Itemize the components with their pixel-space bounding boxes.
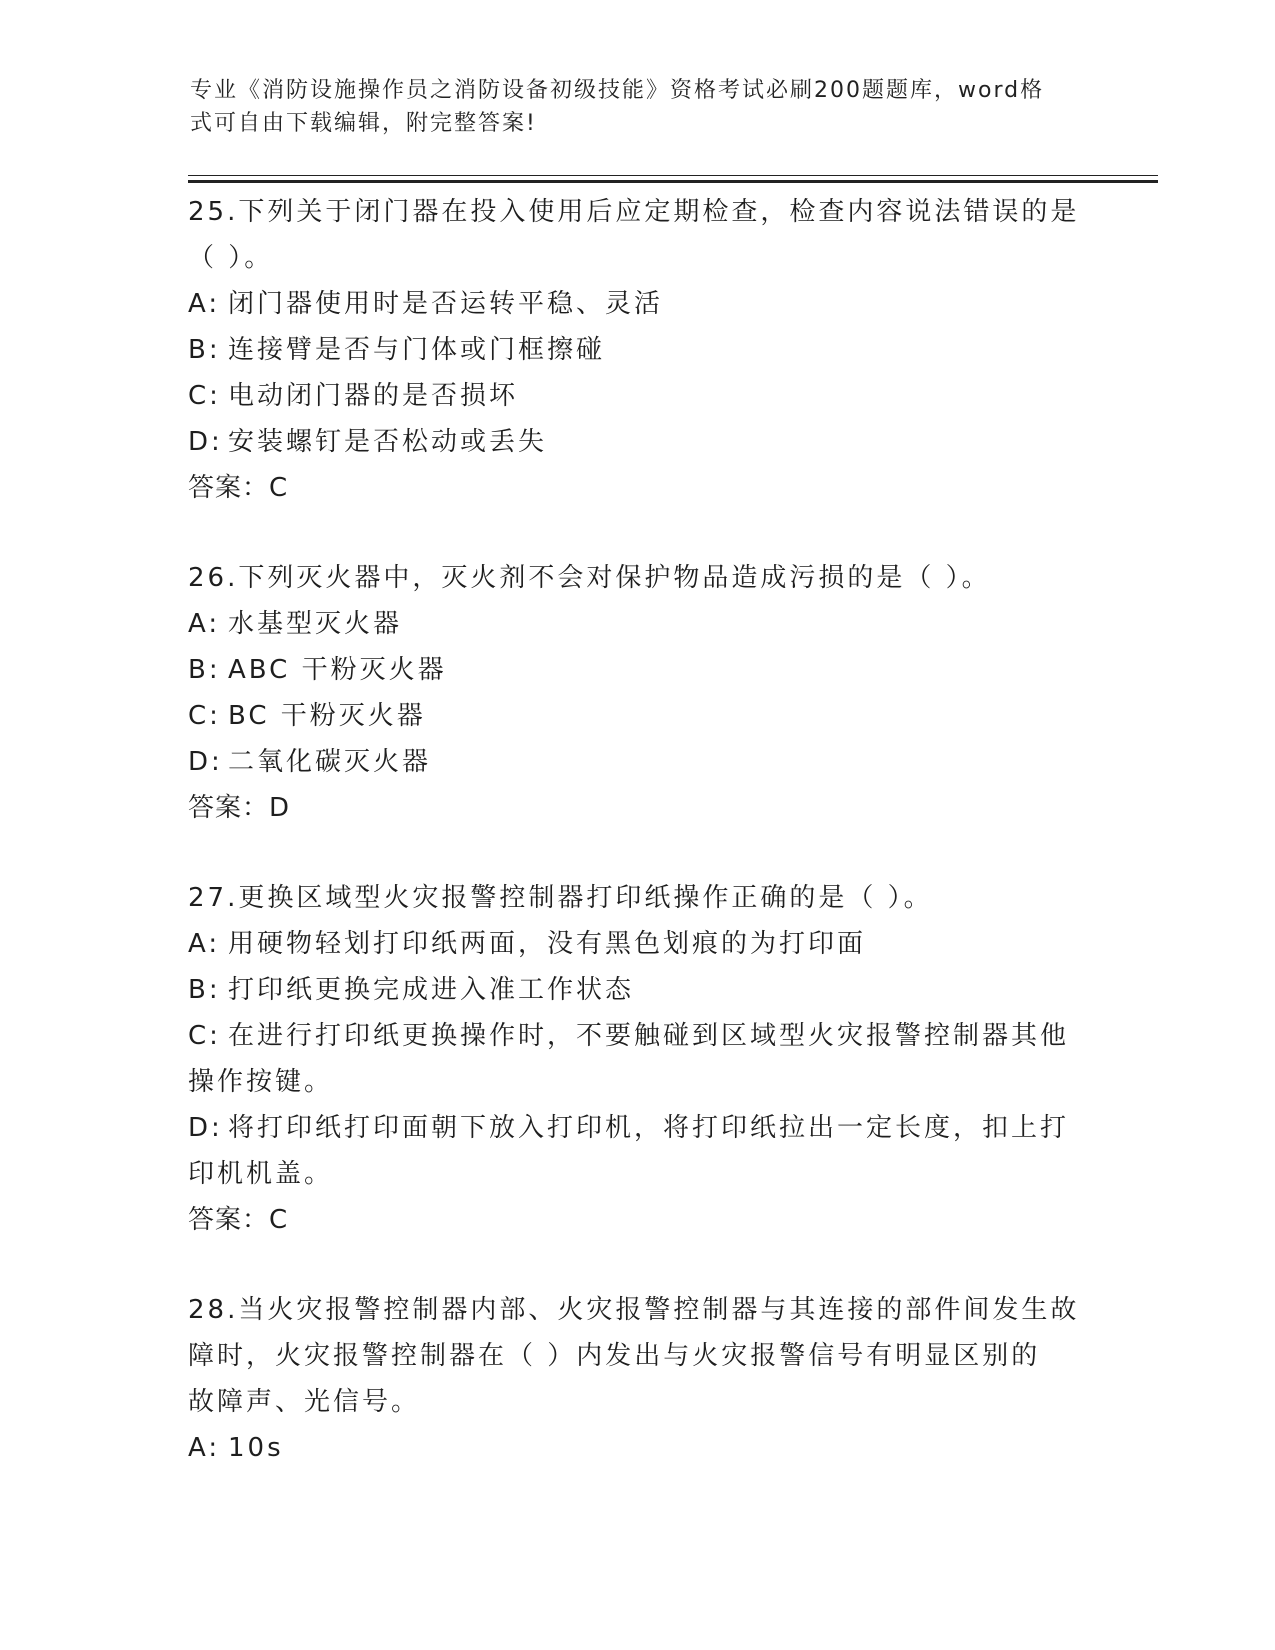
option-text: BC 干粉灭火器	[228, 701, 426, 731]
question-stem-line: 25.下列关于闭门器在投入使用后应定期检查，检查内容说法错误的是	[188, 197, 1080, 227]
option-d	[188, 419, 1088, 465]
option-c	[188, 373, 1088, 419]
option-key: A:	[188, 1433, 221, 1463]
option-key: B:	[188, 975, 221, 1005]
question-stem-line: （ ）。	[188, 243, 274, 273]
option-d	[188, 739, 1088, 785]
option-key: D:	[188, 427, 223, 457]
question-stem-line: 26.下列灭火器中，灭火剂不会对保护物品造成污损的是（ ）。	[188, 563, 991, 593]
option-key: B:	[188, 655, 221, 685]
option-text: ABC 干粉灭火器	[228, 655, 447, 685]
header-divider-thin	[188, 175, 1158, 176]
option-a	[188, 921, 1088, 967]
option-key: A:	[188, 929, 221, 959]
option-text: 将打印纸打印面朝下放入打印机，将打印纸拉出一定长度，扣上打	[228, 1113, 1070, 1143]
question-stem-line: 障时，火灾报警控制器在（ ）内发出与火灾报警信号有明显区别的	[188, 1341, 1041, 1371]
option-key: C:	[188, 701, 221, 731]
header-line-2: 式可自由下载编辑，附完整答案!	[190, 111, 537, 136]
option-text: 在进行打印纸更换操作时，不要触碰到区域型火灾报警控制器其他	[228, 1021, 1070, 1051]
option-text: 打印纸更换完成进入准工作状态	[228, 975, 635, 1005]
question-list	[188, 189, 1088, 1515]
answer-label: 答案：D	[188, 793, 291, 823]
option-d-continued: 印机机盖。	[188, 1159, 334, 1189]
option-b	[188, 967, 1088, 1013]
header-line-1: 专业《消防设施操作员之消防设备初级技能》资格考试必刷200题题库，word格	[190, 78, 1045, 103]
option-a	[188, 601, 1088, 647]
option-key: B:	[188, 335, 221, 365]
option-key: C:	[188, 1021, 221, 1051]
question-26	[188, 555, 1088, 831]
option-b	[188, 327, 1088, 373]
option-text: 用硬物轻划打印纸两面，没有黑色划痕的为打印面	[228, 929, 867, 959]
option-a	[188, 281, 1088, 327]
option-key: C:	[188, 381, 221, 411]
question-stem-line: 27.更换区域型火灾报警控制器打印纸操作正确的是（ ）。	[188, 883, 933, 913]
option-text: 二氧化碳灭火器	[228, 747, 432, 777]
option-key: D:	[188, 1113, 223, 1143]
option-key: A:	[188, 609, 221, 639]
question-stem-line: 28.当火灾报警控制器内部、火灾报警控制器与其连接的部件间发生故	[188, 1295, 1080, 1325]
header-divider-thick	[188, 180, 1158, 183]
option-key: D:	[188, 747, 223, 777]
question-28	[188, 1287, 1088, 1471]
option-c	[188, 693, 1088, 739]
option-text: 闭门器使用时是否运转平稳、灵活	[228, 289, 664, 319]
option-text: 连接臂是否与门体或门框擦碰	[228, 335, 606, 365]
option-d	[188, 1105, 1088, 1151]
question-27	[188, 875, 1088, 1243]
document-header	[190, 74, 1070, 140]
option-b	[188, 647, 1088, 693]
option-text: 安装螺钉是否松动或丢失	[228, 427, 548, 457]
answer-label: 答案：C	[188, 473, 289, 503]
question-25	[188, 189, 1088, 511]
option-text: 电动闭门器的是否损坏	[228, 381, 519, 411]
question-stem-line: 故障声、光信号。	[188, 1387, 421, 1417]
option-c-continued: 操作按键。	[188, 1067, 334, 1097]
option-text: 10s	[228, 1433, 284, 1463]
option-text: 水基型灭火器	[228, 609, 403, 639]
option-key: A:	[188, 289, 221, 319]
answer-label: 答案：C	[188, 1205, 289, 1235]
option-c	[188, 1013, 1088, 1059]
option-a	[188, 1425, 1088, 1471]
